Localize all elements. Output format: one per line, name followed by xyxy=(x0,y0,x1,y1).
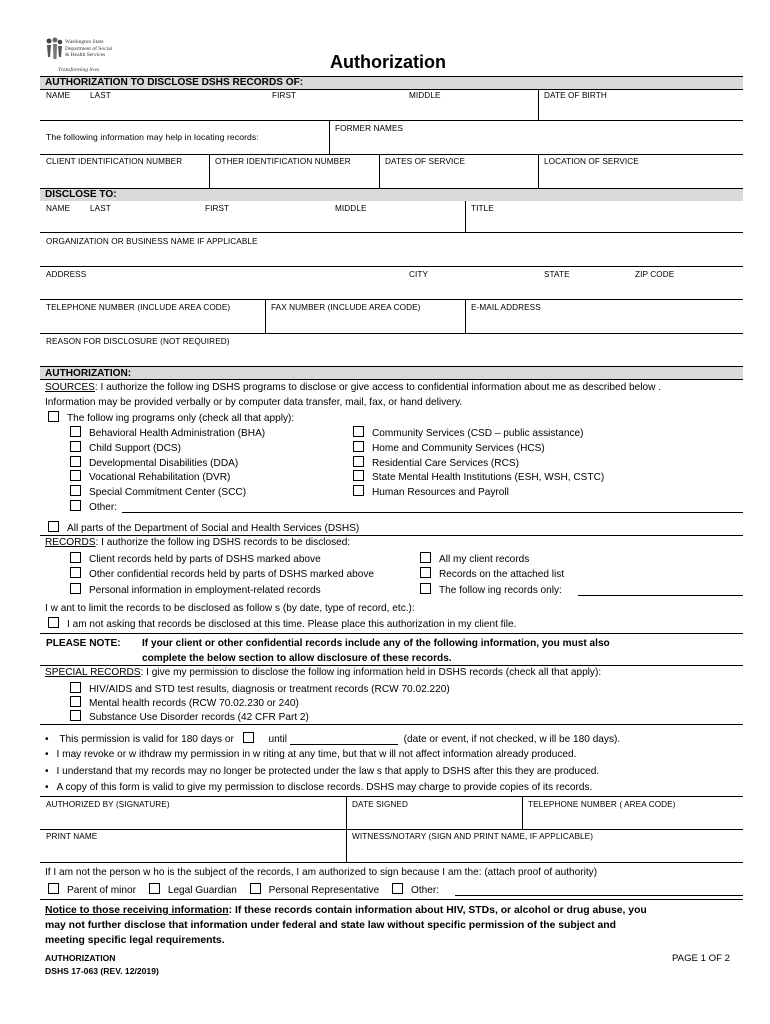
until-date-field[interactable] xyxy=(290,733,398,745)
copy-text: A copy of this form is valid to give my permission to disclose records. DSHS may charge to provide copies of its records. xyxy=(56,782,593,793)
reason-field[interactable] xyxy=(41,347,742,365)
sources-label: SOURCES xyxy=(45,382,95,393)
please-note-label: PLEASE NOTE: xyxy=(46,638,121,649)
phone-label: TELEPHONE NUMBER (INCLUDE AREA CODE) xyxy=(46,303,231,312)
program-checkbox[interactable] xyxy=(353,470,364,481)
logo-line1: Washington State xyxy=(65,39,104,45)
state-label: STATE xyxy=(544,270,570,279)
notice-label: Notice to those receiving information xyxy=(45,905,229,916)
program-checkbox[interactable] xyxy=(353,456,364,467)
witness-field[interactable] xyxy=(347,842,742,861)
sign-phone-label: TELEPHONE NUMBER ( AREA CODE) xyxy=(528,800,676,809)
program-checkbox[interactable] xyxy=(70,426,81,437)
other-authority-field[interactable] xyxy=(455,895,743,896)
email-label: E-MAIL ADDRESS xyxy=(471,303,541,312)
bullet-icon: • xyxy=(45,749,49,760)
location-service-label: LOCATION OF SERVICE xyxy=(544,157,639,166)
dates-service-label: DATES OF SERVICE xyxy=(385,157,466,166)
following-programs-checkbox[interactable] xyxy=(48,411,59,422)
disclose-last-label: LAST xyxy=(90,204,111,213)
following-programs-label: The follow ing programs only (check all that apply): xyxy=(67,413,295,424)
program-checkbox[interactable] xyxy=(353,485,364,496)
dob-field[interactable] xyxy=(539,100,742,119)
other-authority-checkbox[interactable] xyxy=(392,883,403,894)
dshs-logo-icon xyxy=(44,37,64,65)
records-label: RECORDS xyxy=(45,537,96,548)
until-checkbox[interactable] xyxy=(243,732,254,743)
notice-line3: meeting specific legal requirements. xyxy=(45,935,225,946)
bullet-icon: • xyxy=(45,782,49,793)
program-checkbox[interactable] xyxy=(70,456,81,467)
logo-line3: & Health Services xyxy=(65,52,106,58)
footer-form-number: DSHS 17-063 (REV. 12/2019) xyxy=(45,966,159,976)
help-text: The following information may help in locating records: xyxy=(46,132,259,142)
other-program-label: Other: xyxy=(89,502,118,513)
authorization-header: AUTHORIZATION: xyxy=(45,368,132,379)
other-program-field[interactable] xyxy=(122,512,743,513)
guardian-checkbox[interactable] xyxy=(149,883,160,894)
city-label: CITY xyxy=(409,270,429,279)
special-record-checkbox[interactable] xyxy=(70,696,81,707)
record-type-checkbox[interactable] xyxy=(70,567,81,578)
validity-text-a: This permission is valid for 180 days or xyxy=(59,734,234,745)
notice-line2: may not further disclose that information under federal and state law without specific permission of the subject and xyxy=(45,920,616,931)
bullet-icon: • xyxy=(45,734,49,745)
former-names-field[interactable] xyxy=(330,134,742,153)
address-field[interactable] xyxy=(41,280,742,298)
records-text: RECORDS: I authorize the follow ing DSHS records to be disclosed: xyxy=(45,537,351,548)
fax-field[interactable] xyxy=(266,313,464,332)
client-id-label: CLIENT IDENTIFICATION NUMBER xyxy=(46,157,183,166)
validity-text-b: until xyxy=(268,734,287,745)
date-signed-field[interactable] xyxy=(347,810,521,828)
please-note-text2: complete the below section to allow disclosure of these records. xyxy=(142,653,452,664)
other-id-label: OTHER IDENTIFICATION NUMBER xyxy=(215,157,351,166)
date-signed-label: DATE SIGNED xyxy=(352,800,408,809)
program-checkbox[interactable] xyxy=(353,441,364,452)
other-program-checkbox[interactable] xyxy=(70,500,81,511)
former-names-label: FORMER NAMES xyxy=(335,124,404,133)
program-checkbox[interactable] xyxy=(70,485,81,496)
signature-field[interactable] xyxy=(41,810,345,828)
disclose-title-label: TITLE xyxy=(471,204,494,213)
sources-text: SOURCES: I authorize the follow ing DSHS programs to disclose or give access to confidential information about me as described below . xyxy=(45,382,662,393)
dshs-logo xyxy=(44,37,120,75)
representative-checkbox[interactable] xyxy=(250,883,261,894)
special-record-checkbox[interactable] xyxy=(70,682,81,693)
disclose-name-label: NAME xyxy=(46,204,71,213)
disclose-middle-label: MIDDLE xyxy=(335,204,367,213)
record-type-checkbox[interactable] xyxy=(420,552,431,563)
first-label: FIRST xyxy=(272,91,297,100)
following-records-field[interactable] xyxy=(578,595,743,596)
record-type-checkbox[interactable] xyxy=(420,583,431,594)
record-type-checkbox[interactable] xyxy=(70,583,81,594)
limit-text: I w ant to limit the records to be disclosed as follow s (by date, type of record, etc.): xyxy=(45,603,415,614)
please-note-text1: If your client or other confidential records include any of the following information, you must also xyxy=(142,638,610,649)
special-records-text: SPECIAL RECORDS: I give my permission to disclose the follow ing information held in DSHS records (check all that apply): xyxy=(45,667,602,678)
notice-line1: Notice to those receiving information: If these records contain information about HIV, STDs, or alcohol or drug abuse, you xyxy=(45,905,647,916)
reason-label: REASON FOR DISCLOSURE (NOT REQUIRED) xyxy=(46,337,230,346)
org-label: ORGANIZATION OR BUSINESS NAME IF APPLICABLE xyxy=(46,237,258,246)
protection-text: I understand that my records may no longer be protected under the law s that apply to DSHS after this they are produced. xyxy=(56,766,600,777)
special-records-label: SPECIAL RECORDS xyxy=(45,667,141,678)
org-field[interactable] xyxy=(41,247,742,265)
print-name-field[interactable] xyxy=(41,842,345,861)
middle-label: MIDDLE xyxy=(409,91,441,100)
special-record-checkbox[interactable] xyxy=(70,710,81,721)
no-records-checkbox[interactable] xyxy=(48,617,59,628)
section2-header: DISCLOSE TO: xyxy=(45,189,117,200)
authorized-by-label: AUTHORIZED BY (SIGNATURE) xyxy=(46,800,170,809)
subject-name-field[interactable] xyxy=(41,100,537,119)
all-parts-label: All parts of the Department of Social and Health Services (DSHS) xyxy=(67,523,360,534)
disclose-first-label: FIRST xyxy=(205,204,230,213)
section1-header: AUTHORIZATION TO DISCLOSE DSHS RECORDS OF: xyxy=(45,77,304,88)
page-title: Authorization xyxy=(330,52,446,72)
zip-label: ZIP CODE xyxy=(635,270,675,279)
bullet-icon: • xyxy=(45,766,49,777)
sign-phone-field[interactable] xyxy=(523,810,742,828)
last-label: LAST xyxy=(90,91,111,100)
footer-page: PAGE 1 OF 2 xyxy=(672,953,730,964)
program-checkbox[interactable] xyxy=(353,426,364,437)
logo-line2: Department of Social xyxy=(65,45,113,52)
program-checkbox[interactable] xyxy=(70,441,81,452)
parent-checkbox[interactable] xyxy=(48,883,59,894)
sources-text2: Information may be provided verbally or by computer data transfer, mail, fax, or hand delivery. xyxy=(45,397,463,408)
name-label: NAME xyxy=(46,91,71,100)
dob-label: DATE OF BIRTH xyxy=(544,91,607,100)
program-checkbox[interactable] xyxy=(70,470,81,481)
record-type-checkbox[interactable] xyxy=(420,567,431,578)
recipient-title-field[interactable] xyxy=(466,213,742,231)
validity-text-c: (date or event, if not checked, w ill be 180 days). xyxy=(403,734,621,745)
recipient-name-field[interactable] xyxy=(41,213,464,231)
record-type-checkbox[interactable] xyxy=(70,552,81,563)
logo-tagline: Transforming lives xyxy=(58,67,100,73)
revoke-text: I may revoke or w ithdraw my permission in w riting at any time, but that w ill not affect information already produced. xyxy=(56,749,577,760)
witness-label: WITNESS/NOTARY (SIGN AND PRINT NAME, IF APPLICABLE) xyxy=(352,832,594,841)
email-field[interactable] xyxy=(466,313,742,332)
footer-form-title: AUTHORIZATION xyxy=(45,953,116,963)
phone-field[interactable] xyxy=(41,313,264,332)
not-person-text: If I am not the person w ho is the subject of the records, I am authorized to sign because I am the: (attach proof of authority) xyxy=(45,867,598,878)
all-parts-checkbox[interactable] xyxy=(48,521,59,532)
no-records-label: I am not asking that records be disclosed at this time. Please place this authorization in my client file. xyxy=(67,619,517,630)
fax-label: FAX NUMBER (INCLUDE AREA CODE) xyxy=(271,303,421,312)
print-name-label: PRINT NAME xyxy=(46,832,98,841)
address-label: ADDRESS xyxy=(46,270,87,279)
